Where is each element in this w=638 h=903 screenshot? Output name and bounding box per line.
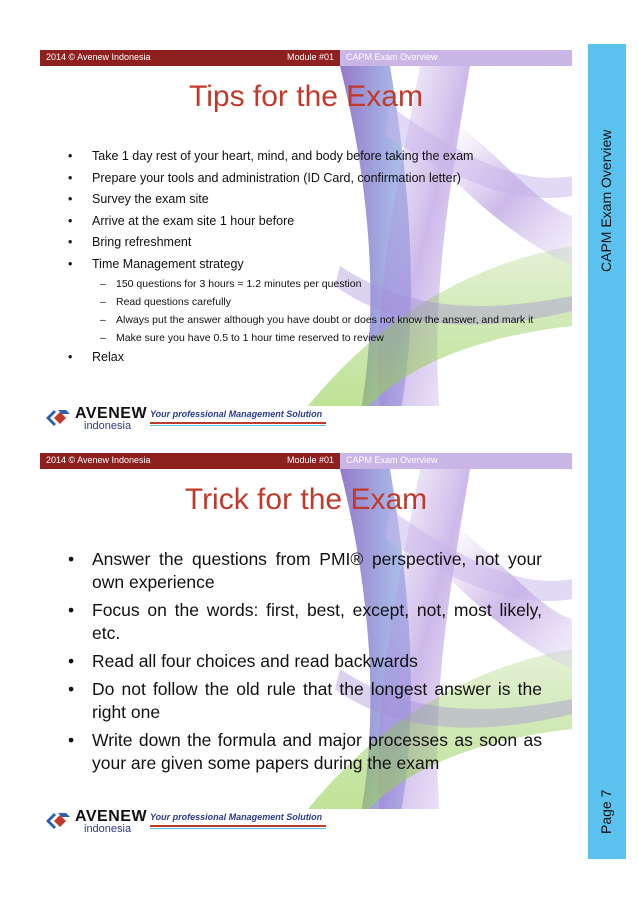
sub-bullet-item: – Always put the answer although you have doubt or does not know the answer, and mark it	[92, 311, 560, 329]
bullet-list	[60, 146, 560, 369]
bullet-list	[60, 548, 542, 780]
bullet-item: • Write down the formula and major processes as soon as your are given some papers during the exam	[60, 729, 542, 775]
brand-tagline: Your professional Management Solution	[150, 409, 323, 419]
slide-title: Tips for the Exam	[189, 80, 423, 113]
sub-bullet-item: – Read questions carefully	[92, 293, 560, 311]
bullet-item: • Answer the questions from PMI® perspective, not your own experience	[60, 548, 542, 594]
tagline-underline-blue	[150, 425, 326, 426]
bullet-item: • Survey the exam site	[60, 189, 560, 211]
header-copyright: 2014 © Avenew Indonesia	[46, 52, 151, 62]
bullet-item: • Arrive at the exam site 1 hour before	[60, 211, 560, 233]
bullet-item-time-management	[60, 254, 560, 348]
header-section: CAPM Exam Overview	[346, 455, 438, 465]
slide-footer	[40, 809, 572, 833]
bullet-item: • Bring refreshment	[60, 232, 560, 254]
bullet-item: • Focus on the words: first, best, except, not, most likely, etc.	[60, 599, 542, 645]
brand-name: AVENEW	[75, 808, 148, 825]
bullet-item: • Do not follow the old rule that the longest answer is the right one	[60, 678, 542, 724]
bullet-item: • Take 1 day rest of your heart, mind, and body before taking the exam	[60, 146, 560, 168]
tagline-underline-blue	[150, 828, 326, 829]
slide-title: Trick for the Exam	[184, 483, 428, 516]
side-tab	[588, 44, 626, 859]
avenew-logo-icon	[42, 809, 72, 833]
tagline-underline	[150, 422, 326, 424]
header-module: Module #01	[286, 455, 334, 465]
slide-header	[40, 453, 572, 469]
header-module: Module #01	[286, 52, 334, 62]
bullet-item: • Relax	[60, 347, 560, 369]
side-document-title: CAPM Exam Overview	[598, 129, 614, 272]
avenew-logo-icon	[42, 406, 72, 430]
side-page-number: Page 7	[598, 789, 614, 834]
tagline-underline	[150, 825, 326, 827]
brand-name: AVENEW	[75, 405, 148, 422]
slide-tips	[40, 50, 572, 430]
slide-trick	[40, 453, 572, 833]
header-copyright: 2014 © Avenew Indonesia	[46, 455, 151, 465]
sub-bullet-item: – 150 questions for 3 hours = 1.2 minutes per question	[92, 275, 560, 293]
sub-bullet-list	[92, 275, 560, 347]
brand-subtitle: indonesia	[84, 823, 132, 833]
brand-subtitle: indonesia	[84, 420, 132, 430]
bullet-item-label: Time Management strategy	[92, 256, 244, 271]
slide-footer	[40, 406, 572, 430]
bullet-item: • Prepare your tools and administration (ID Card, confirmation letter)	[60, 168, 560, 190]
bullet-item: • Read all four choices and read backwards	[60, 650, 542, 673]
sub-bullet-item: – Make sure you have 0.5 to 1 hour time reserved to review	[92, 329, 560, 347]
header-section: CAPM Exam Overview	[346, 52, 438, 62]
brand-tagline: Your professional Management Solution	[150, 812, 323, 822]
slide-header	[40, 50, 572, 66]
